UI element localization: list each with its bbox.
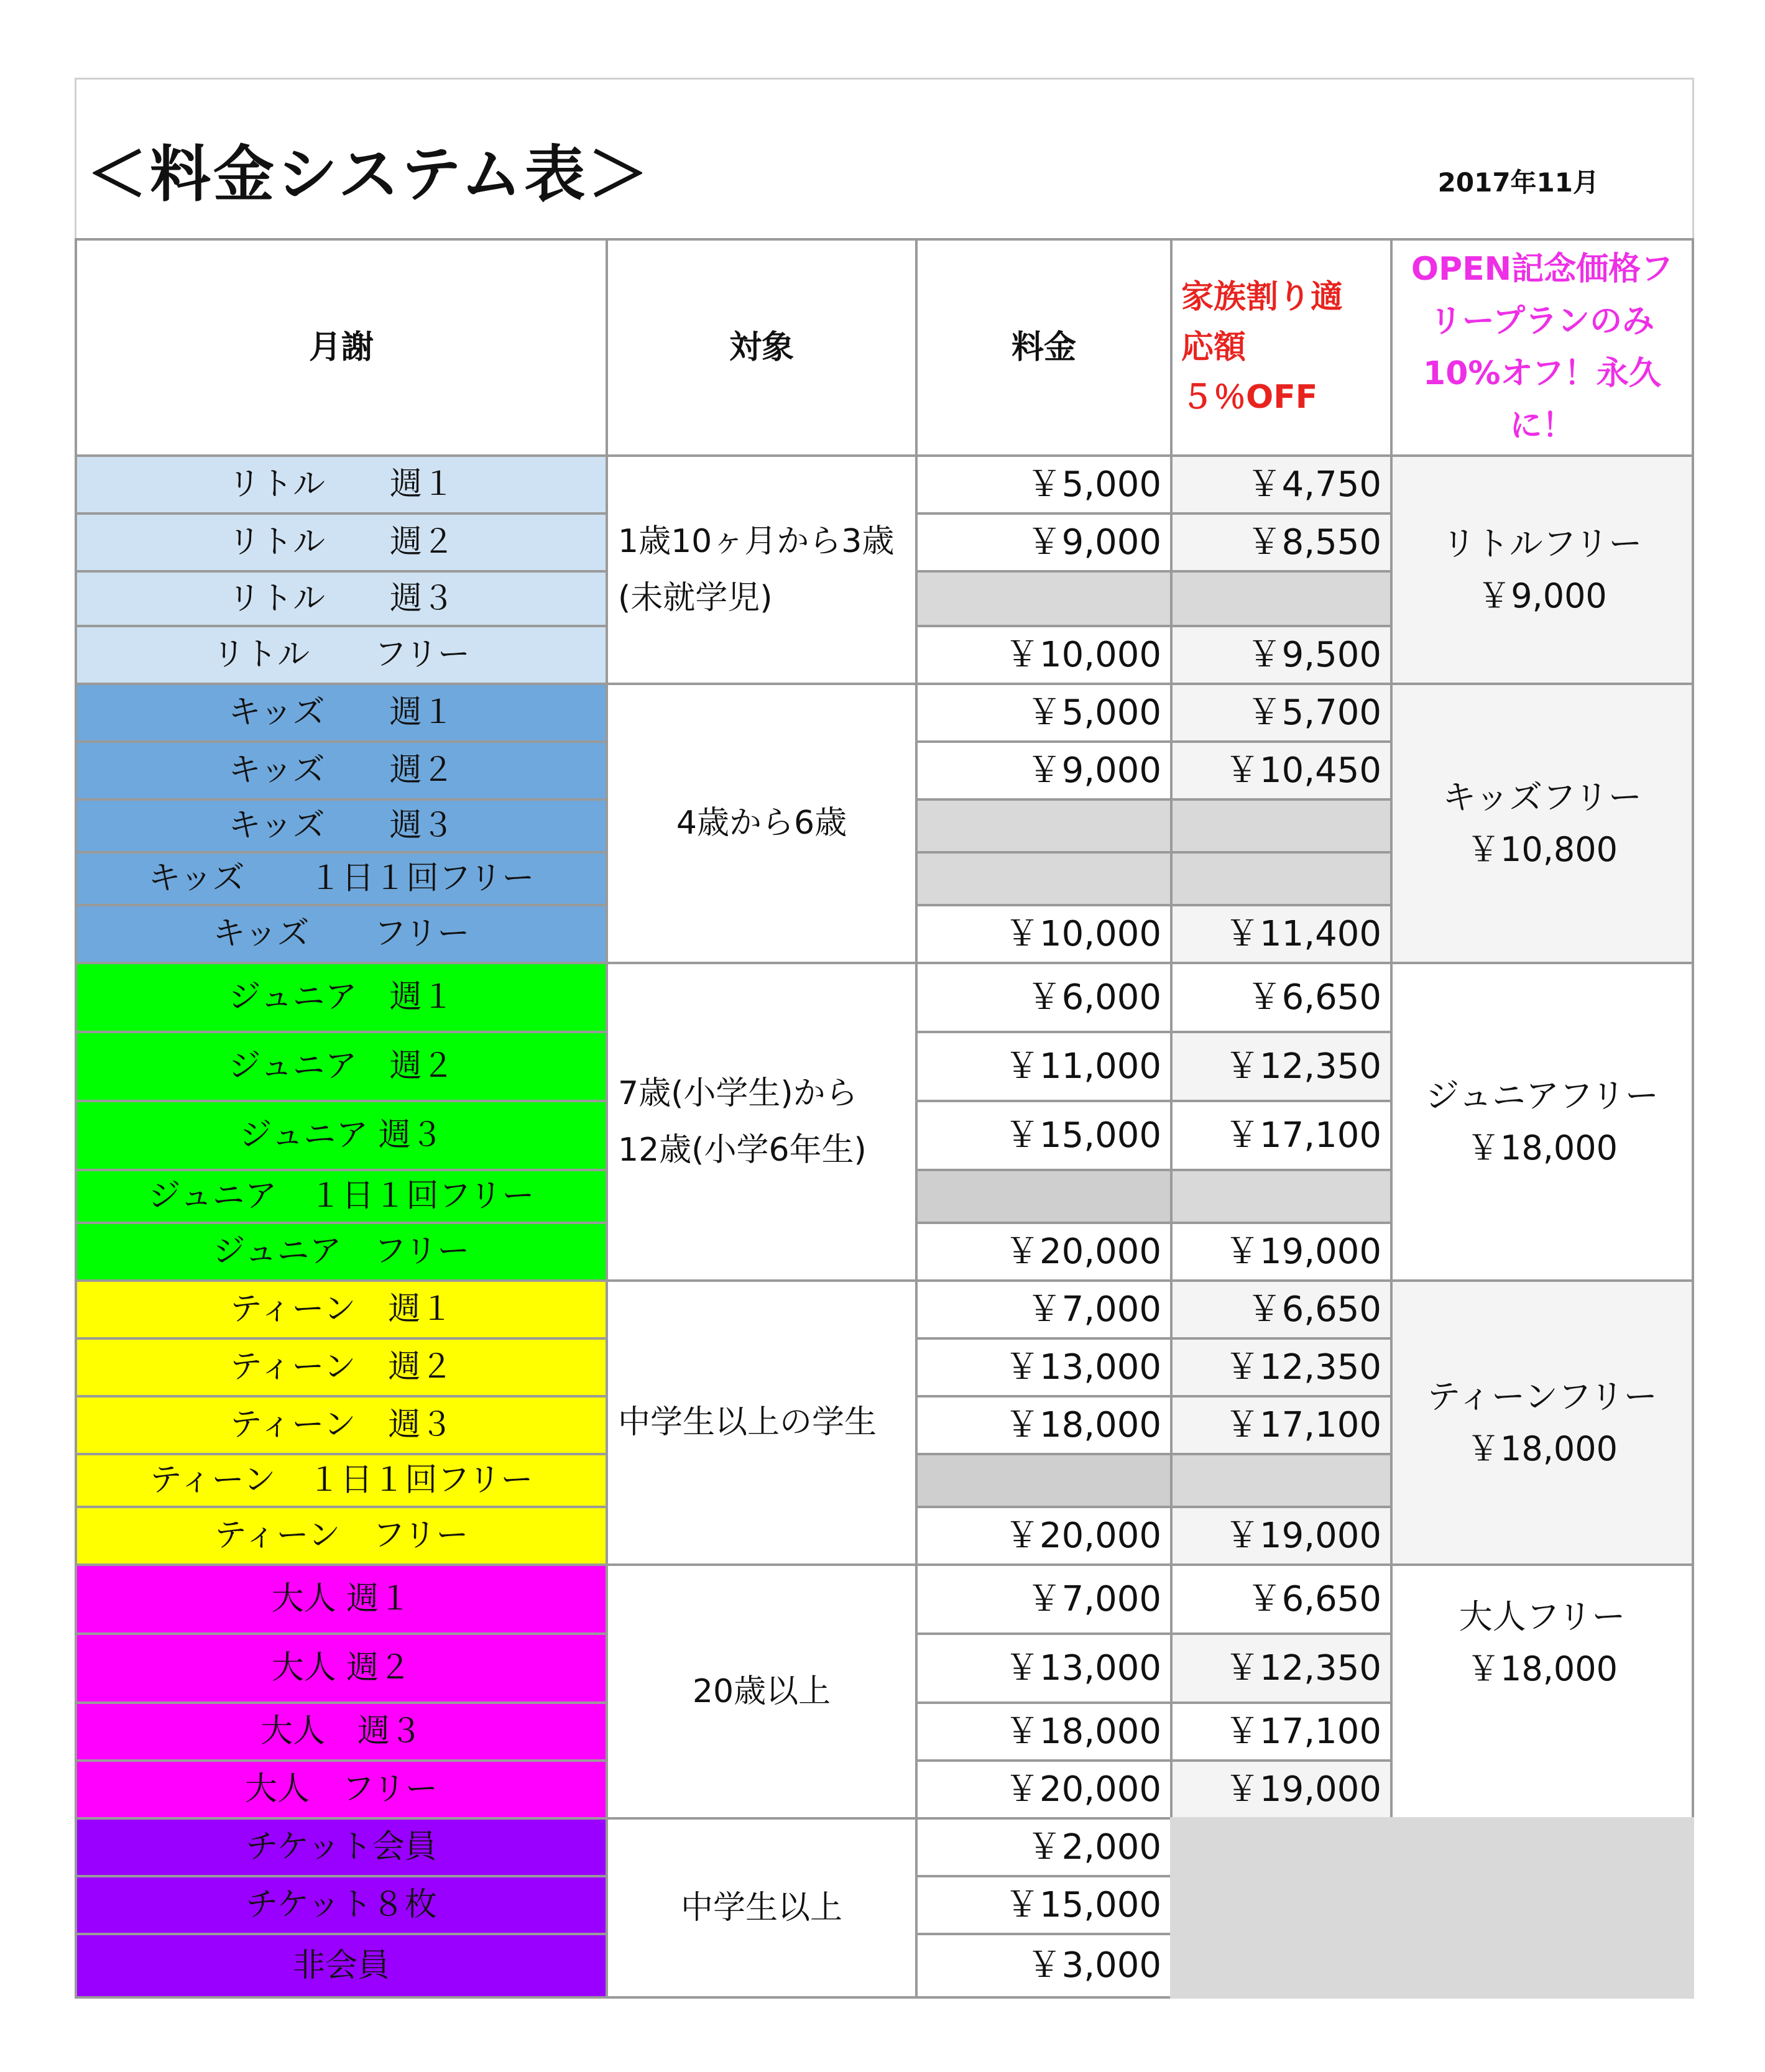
title-cell (75, 78, 1694, 241)
fee-non-member: ￥3,000 (915, 1933, 1173, 1999)
family-junior-week2: ￥12,350 (1170, 1031, 1393, 1102)
plan-kids-week3: キッズ 週３ (75, 798, 608, 854)
family-adult-week3: ￥17,100 (1170, 1701, 1393, 1762)
family-teen-oneday (1170, 1453, 1393, 1508)
open-little-free: リトルフリー ￥9,000 (1390, 454, 1694, 685)
plan-junior-week3: ジュニア 週３ (75, 1100, 608, 1171)
family-little-week3 (1170, 570, 1393, 627)
fee-kids-free: ￥10,000 (915, 904, 1173, 964)
fee-ticket-8: ￥15,000 (915, 1875, 1173, 1935)
plan-little-week3: リトル 週３ (75, 570, 608, 627)
plan-teen-week3: ティーン 週３ (75, 1395, 608, 1455)
plan-junior-week1: ジュニア 週１ (75, 962, 608, 1033)
fee-little-free: ￥10,000 (915, 625, 1173, 685)
open-teen-free: ティーンフリー ￥18,000 (1390, 1279, 1694, 1566)
plan-junior-oneday: ジュニア １日１回フリー (75, 1169, 608, 1224)
plan-little-free: リトル フリー (75, 625, 608, 685)
fee-teen-oneday (915, 1453, 1173, 1508)
plan-adult-week3: 大人 週３ (75, 1701, 608, 1762)
family-kids-week2: ￥10,450 (1170, 740, 1393, 801)
family-teen-free: ￥19,000 (1170, 1506, 1393, 1566)
plan-teen-week2: ティーン 週２ (75, 1337, 608, 1397)
plan-non-member: 非会員 (75, 1933, 608, 1999)
fee-junior-week2: ￥11,000 (915, 1031, 1173, 1102)
fee-teen-week2: ￥13,000 (915, 1337, 1173, 1397)
fee-little-week3 (915, 570, 1173, 627)
family-teen-week2: ￥12,350 (1170, 1337, 1393, 1397)
plan-ticket-member: チケット会員 (75, 1817, 608, 1877)
family-adult-week1: ￥6,650 (1170, 1563, 1393, 1635)
family-little-free: ￥9,500 (1170, 625, 1393, 685)
plan-adult-week1: 大人 週１ (75, 1563, 608, 1635)
family-adult-free: ￥19,000 (1170, 1759, 1393, 1820)
target-ticket: 中学生以上 (606, 1817, 918, 1999)
family-junior-oneday (1170, 1169, 1393, 1224)
header-family-discount: 家族割り適 応額 ５％OFF (1170, 238, 1393, 457)
fee-table (75, 78, 1694, 1999)
open-ticket-blank (1390, 1817, 1694, 1999)
family-little-week1: ￥4,750 (1170, 454, 1393, 515)
plan-kids-week1: キッズ 週１ (75, 683, 608, 743)
header-plan: 月謝 (75, 238, 608, 457)
family-junior-week1: ￥6,650 (1170, 962, 1393, 1033)
header-target: 対象 (606, 238, 918, 457)
fee-junior-oneday (915, 1169, 1173, 1224)
plan-kids-week2: キッズ 週２ (75, 740, 608, 801)
family-kids-free: ￥11,400 (1170, 904, 1393, 964)
date-label: 2017年11月 (1437, 167, 1599, 198)
plan-teen-week1: ティーン 週１ (75, 1279, 608, 1340)
fee-junior-week3: ￥15,000 (915, 1100, 1173, 1171)
plan-kids-oneday: キッズ １日１回フリー (75, 851, 608, 906)
fee-kids-week3 (915, 798, 1173, 854)
fee-adult-week2: ￥13,000 (915, 1632, 1173, 1704)
fee-adult-free: ￥20,000 (915, 1759, 1173, 1820)
fee-teen-free: ￥20,000 (915, 1506, 1173, 1566)
target-junior: 7歳(小学生)から 12歳(小学6年生) (606, 962, 918, 1282)
family-adult-week2: ￥12,350 (1170, 1632, 1393, 1704)
page-title: ＜料金システム表＞ (86, 139, 652, 210)
family-kids-oneday (1170, 851, 1393, 906)
plan-junior-week2: ジュニア 週２ (75, 1031, 608, 1102)
fee-junior-week1: ￥6,000 (915, 962, 1173, 1033)
open-kids-free: キッズフリー ￥10,800 (1390, 683, 1694, 964)
target-adult: 20歳以上 (606, 1563, 918, 1820)
fee-junior-free: ￥20,000 (915, 1222, 1173, 1282)
fee-teen-week3: ￥18,000 (915, 1395, 1173, 1455)
plan-kids-free: キッズ フリー (75, 904, 608, 964)
plan-ticket-8: チケット８枚 (75, 1875, 608, 1935)
header-fee: 料金 (915, 238, 1173, 457)
fee-teen-week1: ￥7,000 (915, 1279, 1173, 1340)
fee-little-week1: ￥5,000 (915, 454, 1173, 515)
target-kids: 4歳から6歳 (606, 683, 918, 964)
plan-junior-free: ジュニア フリー (75, 1222, 608, 1282)
fee-ticket-member: ￥2,000 (915, 1817, 1173, 1877)
header-open-price: OPEN記念価格フ リープランのみ 10%オフ！永久 に！ (1390, 238, 1694, 457)
family-junior-week3: ￥17,100 (1170, 1100, 1393, 1171)
family-teen-week1: ￥6,650 (1170, 1279, 1393, 1340)
fee-little-week2: ￥9,000 (915, 512, 1173, 573)
open-junior-free: ジュニアフリー ￥18,000 (1390, 962, 1694, 1282)
fee-adult-week3: ￥18,000 (915, 1701, 1173, 1762)
plan-adult-week2: 大人 週２ (75, 1632, 608, 1704)
target-little: 1歳10ヶ月から3歳 (未就学児) (606, 454, 918, 685)
family-junior-free: ￥19,000 (1170, 1222, 1393, 1282)
plan-little-week1: リトル 週１ (75, 454, 608, 515)
plan-adult-free: 大人 フリー (75, 1759, 608, 1820)
fee-kids-week1: ￥5,000 (915, 683, 1173, 743)
fee-adult-week1: ￥7,000 (915, 1563, 1173, 1635)
plan-little-week2: リトル 週２ (75, 512, 608, 573)
family-ticket-blank (1170, 1817, 1393, 1999)
family-little-week2: ￥8,550 (1170, 512, 1393, 573)
family-teen-week3: ￥17,100 (1170, 1395, 1393, 1455)
plan-teen-free: ティーン フリー (75, 1506, 608, 1566)
family-kids-week3 (1170, 798, 1393, 854)
plan-teen-oneday: ティーン １日１回フリー (75, 1453, 608, 1508)
family-kids-week1: ￥5,700 (1170, 683, 1393, 743)
target-teen: 中学生以上の学生 (606, 1279, 918, 1566)
fee-kids-oneday (915, 851, 1173, 906)
open-adult-free: 大人フリー ￥18,000 (1390, 1563, 1694, 1820)
fee-kids-week2: ￥9,000 (915, 740, 1173, 801)
